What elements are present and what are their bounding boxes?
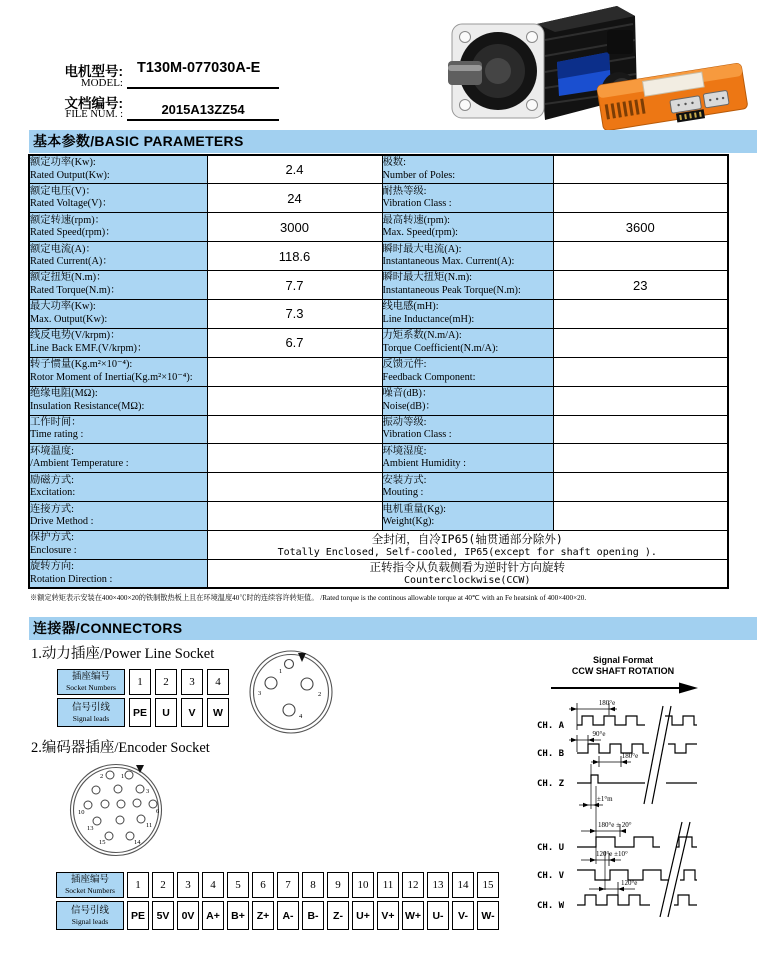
param-label-cell: 瞬时最大扭矩(N.m): Instantaneous Peak Torque(N.m): [382,271,553,300]
rated-torque-footnote: ※额定转矩表示安装在400×400×20的铁制散热板上且在环境温度40℃时的连续容许转矩值。 /Rated torque is the continous allowable torque at 40℃ with an Fe heatsink of 400×400×20. [30,594,587,602]
param-value-cell [553,184,728,213]
param-label-cell: 连接方式: Drive Method : [29,502,207,531]
param-value-cell: 118.6 [207,242,382,271]
channel-label: CH. Z [537,779,565,789]
param-value-cell [553,328,728,357]
pin-label: 4 [299,713,303,720]
param-label-cell: 额定电压(V)： Rated Voltage(V)： [29,184,207,213]
dimension-annotation: ±1°m [597,795,613,803]
model-underline [127,87,279,89]
signal-lead-cell: U+ [352,901,374,930]
table-row [29,386,728,415]
table-row [29,502,728,531]
socket-number-cell: 13 [427,872,449,898]
signal-lead-cell: Z+ [252,901,274,930]
keyway-arrow-icon [136,765,144,773]
pin-1 [285,660,294,669]
param-label-cell: 线反电势(V/krpm)： Line Back EMF.(V/krpm)： [29,328,207,357]
param-value-cell [553,415,728,444]
param-label-cell: 瞬时最大电流(A): Instantaneous Max. Current(A): [382,242,553,271]
signal-lead-cell: B+ [227,901,249,930]
connectors-header: 连接器/CONNECTORS [29,617,757,640]
param-value-cell: 6.7 [207,328,382,357]
waveform-break-marks [644,706,690,917]
basic-parameters-header: 基本参数/BASIC PARAMETERS [29,130,757,153]
param-label-cell: 环境湿度: Ambient Humidity : [382,444,553,473]
signal-leads-header: 信号引线 Signal leads [56,901,124,930]
socket-number-cell: 10 [352,872,374,898]
signal-lead-cell: PE [129,698,151,727]
param-value-cell: 23 [553,271,728,300]
table-row [29,559,728,588]
param-label-cell: 转子惯量(Kg.m²×10⁻⁴): Rotor Moment of Inertia(Kg.m²×10⁻⁴): [29,357,207,386]
pin-label: 15 [99,839,106,846]
pin-label: 1 [279,668,283,675]
param-label-cell: 最高转速(rpm): Max. Speed(rpm): [382,213,553,242]
param-label-cell: 励磁方式: Excitation: [29,473,207,502]
socket-number-cell: 7 [277,872,299,898]
param-label-cell: 环境温度: /Ambient Temperature : [29,444,207,473]
socket-numbers-header: 插座编号 Socket Numbers [56,872,124,898]
signal-lead-cell: B- [302,901,324,930]
param-label-cell: 额定转速(rpm)： Rated Speed(rpm)： [29,213,207,242]
param-label-cell: 电机重量(Kg): Weight(Kg): [382,502,553,531]
power-socket-diagram [246,648,338,738]
motor-model-label-en: MODEL: [80,77,123,89]
enclosure-value-cell: 全封闭，自冷IP65(轴贯通部分除外) Totally Enclosed, Self-cooled, IP65(except for shaft opening ). [207,531,728,560]
table-row [29,271,728,300]
param-label-cell: 线电感(mH): Line Inductance(mH): [382,299,553,328]
socket-number-cell: 2 [152,872,174,898]
channel-label: CH. A [537,721,565,731]
signal-lead-cell: W- [477,901,499,930]
param-label-cell: 振动等级: Vibration Class : [382,415,553,444]
socket-numbers-header: 插座编号 Socket Numbers [57,669,125,695]
socket-number-cell: 6 [252,872,274,898]
table-row [29,444,728,473]
socket-number-cell: 8 [302,872,324,898]
motor-model-value: T130M-077030A-E [137,60,261,76]
channel-label: CH. W [537,901,565,911]
socket-number-cell: 1 [129,669,151,695]
socket-number-cell: 3 [177,872,199,898]
param-value-cell [207,357,382,386]
pin-label: 6 [156,808,160,815]
dimension-annotation: 180°e [621,752,639,760]
param-label-cell: 旋转方向: Rotation Direction : [29,559,207,588]
socket-number-cell: 2 [155,669,177,695]
pin-label: 11 [146,822,153,829]
param-value-cell [207,502,382,531]
socket-number-cell: 4 [207,669,229,695]
pin-label: 10 [78,809,85,816]
param-value-cell [207,415,382,444]
param-label-cell: 额定扭矩(N.m)： Rated Torque(N.m)： [29,271,207,300]
pin-label: 1 [121,773,125,780]
param-value-cell: 2.4 [207,155,382,184]
socket-number-cell: 11 [377,872,399,898]
param-label-cell: 耐热等级: Vibration Class : [382,184,553,213]
param-value-cell [207,386,382,415]
file-num-label-en: FILE NUM. : [65,109,123,120]
param-label-cell: 额定电流(A)： Rated Current(A)： [29,242,207,271]
dimension-annotation: 120°e [621,879,638,887]
param-value-cell [553,473,728,502]
pin-label: 3 [146,788,150,795]
dimension-annotation: 120°e ±10° [596,850,628,858]
signal-lead-cell: W [207,698,229,727]
param-label-cell: 安装方式: Mouting : [382,473,553,502]
param-value-cell [553,242,728,271]
param-value-cell: 7.7 [207,271,382,300]
param-value-cell [553,386,728,415]
channel-label: CH. B [537,749,565,759]
file-underline [127,119,279,121]
table-row [29,299,728,328]
pin-label: 13 [87,825,94,832]
power-socket-table [53,666,233,730]
signal-lead-cell: U [155,698,177,727]
pin-label: 2 [318,691,322,698]
param-label-cell: 最大功率(Kw): Max. Output(Kw): [29,299,207,328]
socket-number-cell: 15 [477,872,499,898]
signal-lead-cell: A+ [202,901,224,930]
motor-model-label-cn: 电机型号: [64,64,123,79]
pin-label: 2 [100,773,104,780]
dimension-annotation: 180°e ± 20° [598,821,632,829]
socket-number-cell: 4 [202,872,224,898]
table-row [29,213,728,242]
signal-leads-header: 信号引线 Signal leads [57,698,125,727]
table-row [57,669,229,695]
param-label-cell: 反馈元件: Feedback Component: [382,357,553,386]
signal-lead-cell: PE [127,901,149,930]
param-value-cell [553,502,728,531]
signal-lead-cell: 5V [152,901,174,930]
signal-lead-cell: W+ [402,901,424,930]
signal-lead-cell: V [181,698,203,727]
channel-label: CH. V [537,871,565,881]
socket-number-cell: 5 [227,872,249,898]
param-value-cell: 24 [207,184,382,213]
pin-2 [301,678,313,690]
table-row [56,901,499,930]
param-value-cell: 3600 [553,213,728,242]
product-photos [437,0,757,130]
table-row [29,328,728,357]
table-row [29,531,728,560]
param-label-cell: 额定功率(Kw): Rated Output(Kw): [29,155,207,184]
param-label-cell: 绝缘电阻(MΩ): Insulation Resistance(MΩ): [29,386,207,415]
signal-lead-cell: 0V [177,901,199,930]
dimension-annotation: 90°e [592,730,606,738]
socket-number-cell: 12 [402,872,424,898]
table-row [29,415,728,444]
signal-lead-cell: V- [452,901,474,930]
rotation-value-cell: 正转指令从负载侧看为逆时针方向旋转 Counterclockwise(CCW) [207,559,728,588]
pin-label: 3 [258,690,262,697]
encoder-socket-table [53,869,502,933]
param-value-cell [553,357,728,386]
param-value-cell [553,299,728,328]
power-socket-title: 1.动力插座/Power Line Socket [31,646,215,662]
signal-format-title: Signal Format [592,655,654,665]
param-value-cell [553,155,728,184]
basic-parameters-table [28,154,729,589]
param-value-cell [207,444,382,473]
table-row [29,357,728,386]
pin-4 [283,704,295,716]
param-value-cell [207,473,382,502]
socket-number-cell: 3 [181,669,203,695]
param-label-cell: 极数: Number of Poles: [382,155,553,184]
param-label-cell: 力矩系数(N.m/A): Torque Coefficient(N.m/A): [382,328,553,357]
channel-label: CH. U [537,843,565,853]
signal-format-diagram [533,652,757,954]
dimension-annotation: 180°e [598,699,616,707]
param-label-cell: 噪音(dB)： Noise(dB)： [382,386,553,415]
signal-lead-cell: U- [427,901,449,930]
table-row [29,473,728,502]
param-label-cell: 保护方式: Enclosure : [29,531,207,560]
table-row [57,698,229,727]
table-row [29,242,728,271]
pin-label: 14 [134,839,141,846]
param-value-cell: 7.3 [207,299,382,328]
param-label-cell: 工作时间： Time rating : [29,415,207,444]
socket-number-cell: 9 [327,872,349,898]
param-value-cell: 3000 [207,213,382,242]
file-num-label-cn: 文档编号: [64,96,123,111]
table-row [29,184,728,213]
signal-lead-cell: V+ [377,901,399,930]
pin-3 [265,677,277,689]
file-num-value: 2015A13ZZ54 [161,102,245,117]
encoder-socket-diagram [64,753,172,865]
table-row [29,155,728,184]
socket-number-cell: 1 [127,872,149,898]
signal-lead-cell: Z- [327,901,349,930]
signal-lead-cell: A- [277,901,299,930]
param-value-cell [553,444,728,473]
encoder-socket-title: 2.编码器插座/Encoder Socket [31,740,210,756]
socket-number-cell: 14 [452,872,474,898]
ccw-rotation-title: CCW SHAFT ROTATION [571,666,675,676]
table-row [56,872,499,898]
